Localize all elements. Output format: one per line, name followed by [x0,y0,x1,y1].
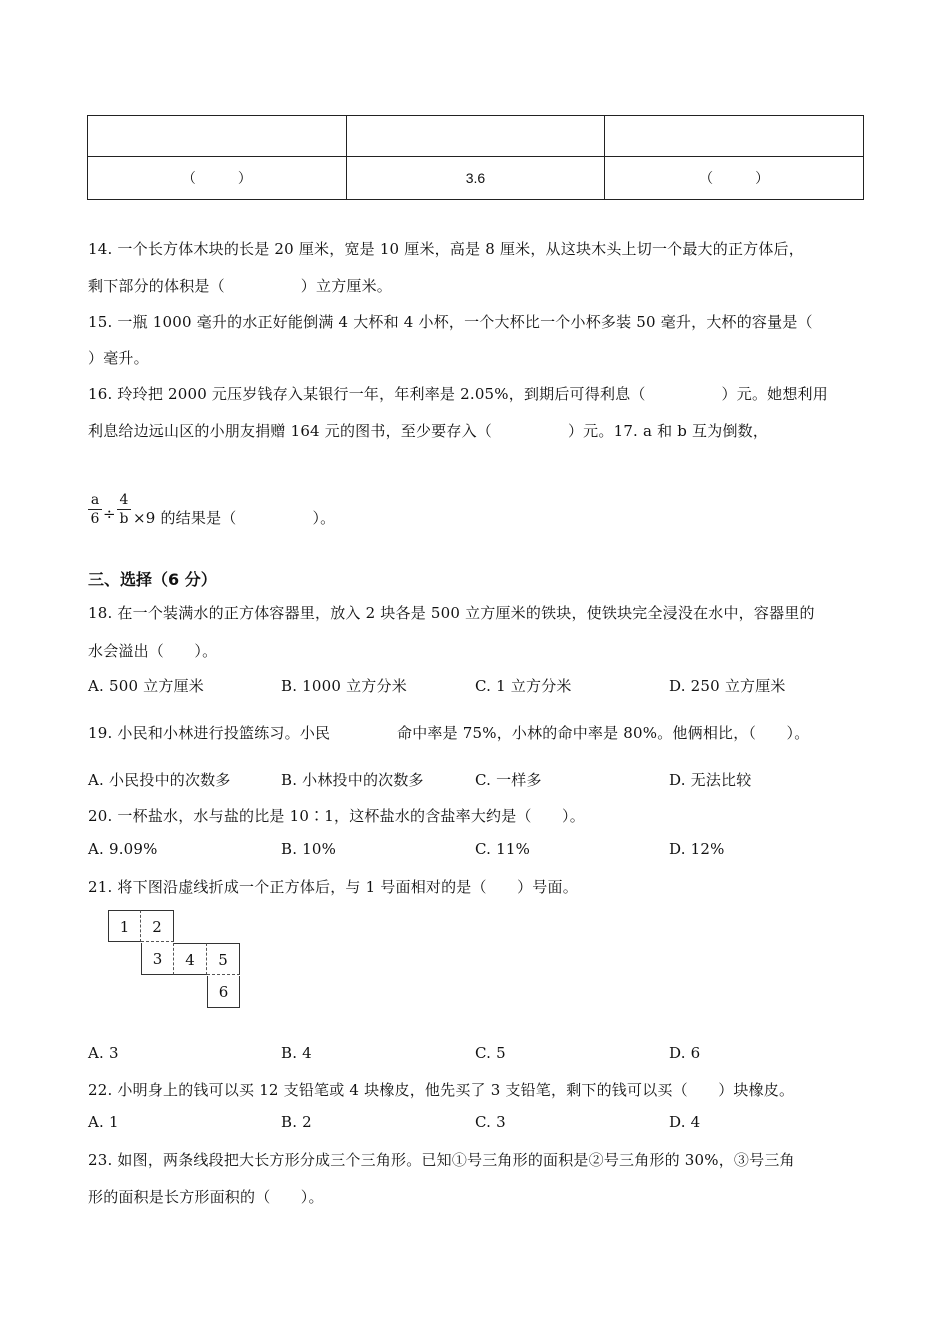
q15-line1: 15. 一瓶 1000 毫升的水正好能倒满 4 大杯和 4 小杯，一个大杯比一个小杯多装 50 毫升，大杯的容量是（ [88,313,813,331]
q22-line1: 22. 小明身上的钱可以买 12 支铅笔或 4 块橡皮，他先买了 3 支铅笔，剩下的钱可以买（ ）块橡皮。 [88,1081,795,1099]
q14-line2: 剩下部分的体积是（ ）立方厘米。 [88,277,393,295]
fraction-denominator: b [119,511,129,527]
table-cell-value: 3.6 [346,157,605,200]
q19-option-d: D. 无法比较 [669,771,752,789]
table-cell [605,116,864,157]
q21-line1: 21. 将下图沿虚线折成一个正方体后，与 1 号面相对的是（ ）号面。 [88,878,578,896]
table-row [88,157,864,200]
q18-option-a: A. 500 立方厘米 [88,677,204,695]
net-face-4: 4 [174,943,207,975]
q19-option-b: B. 小林投中的次数多 [281,771,424,789]
q16-line2: 利息给边远山区的小朋友捐赠 164 元的图书，至少要存入（ ）元。17. a 和 b 互为倒数， [88,422,769,440]
q22-option-d: D. 4 [669,1113,701,1131]
cube-net-figure [108,910,248,1012]
q19-option-a: A. 小民投中的次数多 [88,771,231,789]
q22-option-b: B. 2 [281,1113,312,1131]
q18-option-d: D. 250 立方厘米 [669,677,786,695]
fraction-a-over-6 [88,491,102,528]
fraction-denominator: 6 [90,511,100,527]
q20-option-b: B. 10% [281,840,337,858]
section-title: 三、选择（6 分） [88,570,217,589]
table-cell-blank: （ ） [605,157,864,200]
q22-option-c: C. 3 [475,1113,506,1131]
q20-option-d: D. 12% [669,840,725,858]
q18-option-b: B. 1000 立方分米 [281,677,407,695]
q16-line1: 16. 玲玲把 2000 元压岁钱存入某银行一年，年利率是 2.05%，到期后可得利息（ ）元。她想利用 [88,385,828,403]
q18-line1: 18. 在一个装满水的正方体容器里，放入 2 块各是 500 立方厘米的铁块，使铁块完全浸没在水中，容器里的 [88,604,815,622]
q19-line1a: 19. 小民和小林进行投篮练习。小民 [88,724,331,742]
q23-line2: 形的面积是长方形面积的（ ）。 [88,1188,324,1206]
table-cell [88,116,347,157]
table-row [88,116,864,157]
net-face-6: 6 [207,976,240,1008]
q21-option-d: D. 6 [669,1044,701,1062]
net-face-1: 1 [108,910,141,942]
q17-tail: ×9 的结果是（ ）。 [133,509,336,527]
q21-option-a: A. 3 [88,1044,119,1062]
net-face-3: 3 [141,943,174,975]
table-cell-blank: （ ） [88,157,347,200]
q22-option-a: A. 1 [88,1113,119,1131]
q18-option-c: C. 1 立方分米 [475,677,572,695]
q15-line2: ）毫升。 [88,349,149,367]
divide-sign: ÷ [103,505,116,523]
q21-option-c: C. 5 [475,1044,506,1062]
answer-table [87,115,864,200]
fraction-4-over-b [117,491,131,528]
q19-line1b: 命中率是 75%，小林的命中率是 80%。他俩相比，（ ）。 [397,724,810,742]
q20-option-c: C. 11% [475,840,531,858]
q18-line2: 水会溢出（ ）。 [88,642,218,660]
q19-option-c: C. 一样多 [475,771,542,789]
net-face-2: 2 [141,910,174,942]
q23-line1: 23. 如图，两条线段把大长方形分成三个三角形。已知①号三角形的面积是②号三角形的 30%，③号三角 [88,1151,795,1169]
q20-option-a: A. 9.09% [88,840,158,858]
q21-option-b: B. 4 [281,1044,312,1062]
q20-line1: 20. 一杯盐水，水与盐的比是 10∶1，这杯盐水的含盐率大约是（ ）。 [88,807,585,825]
fraction-numerator: 4 [119,492,129,508]
fraction-numerator: a [90,492,100,508]
table-cell [346,116,605,157]
q14-line1: 14. 一个长方体木块的长是 20 厘米，宽是 10 厘米，高是 8 厘米，从这块木头上切一个最大的正方体后， [88,240,804,258]
net-face-5: 5 [207,943,240,975]
